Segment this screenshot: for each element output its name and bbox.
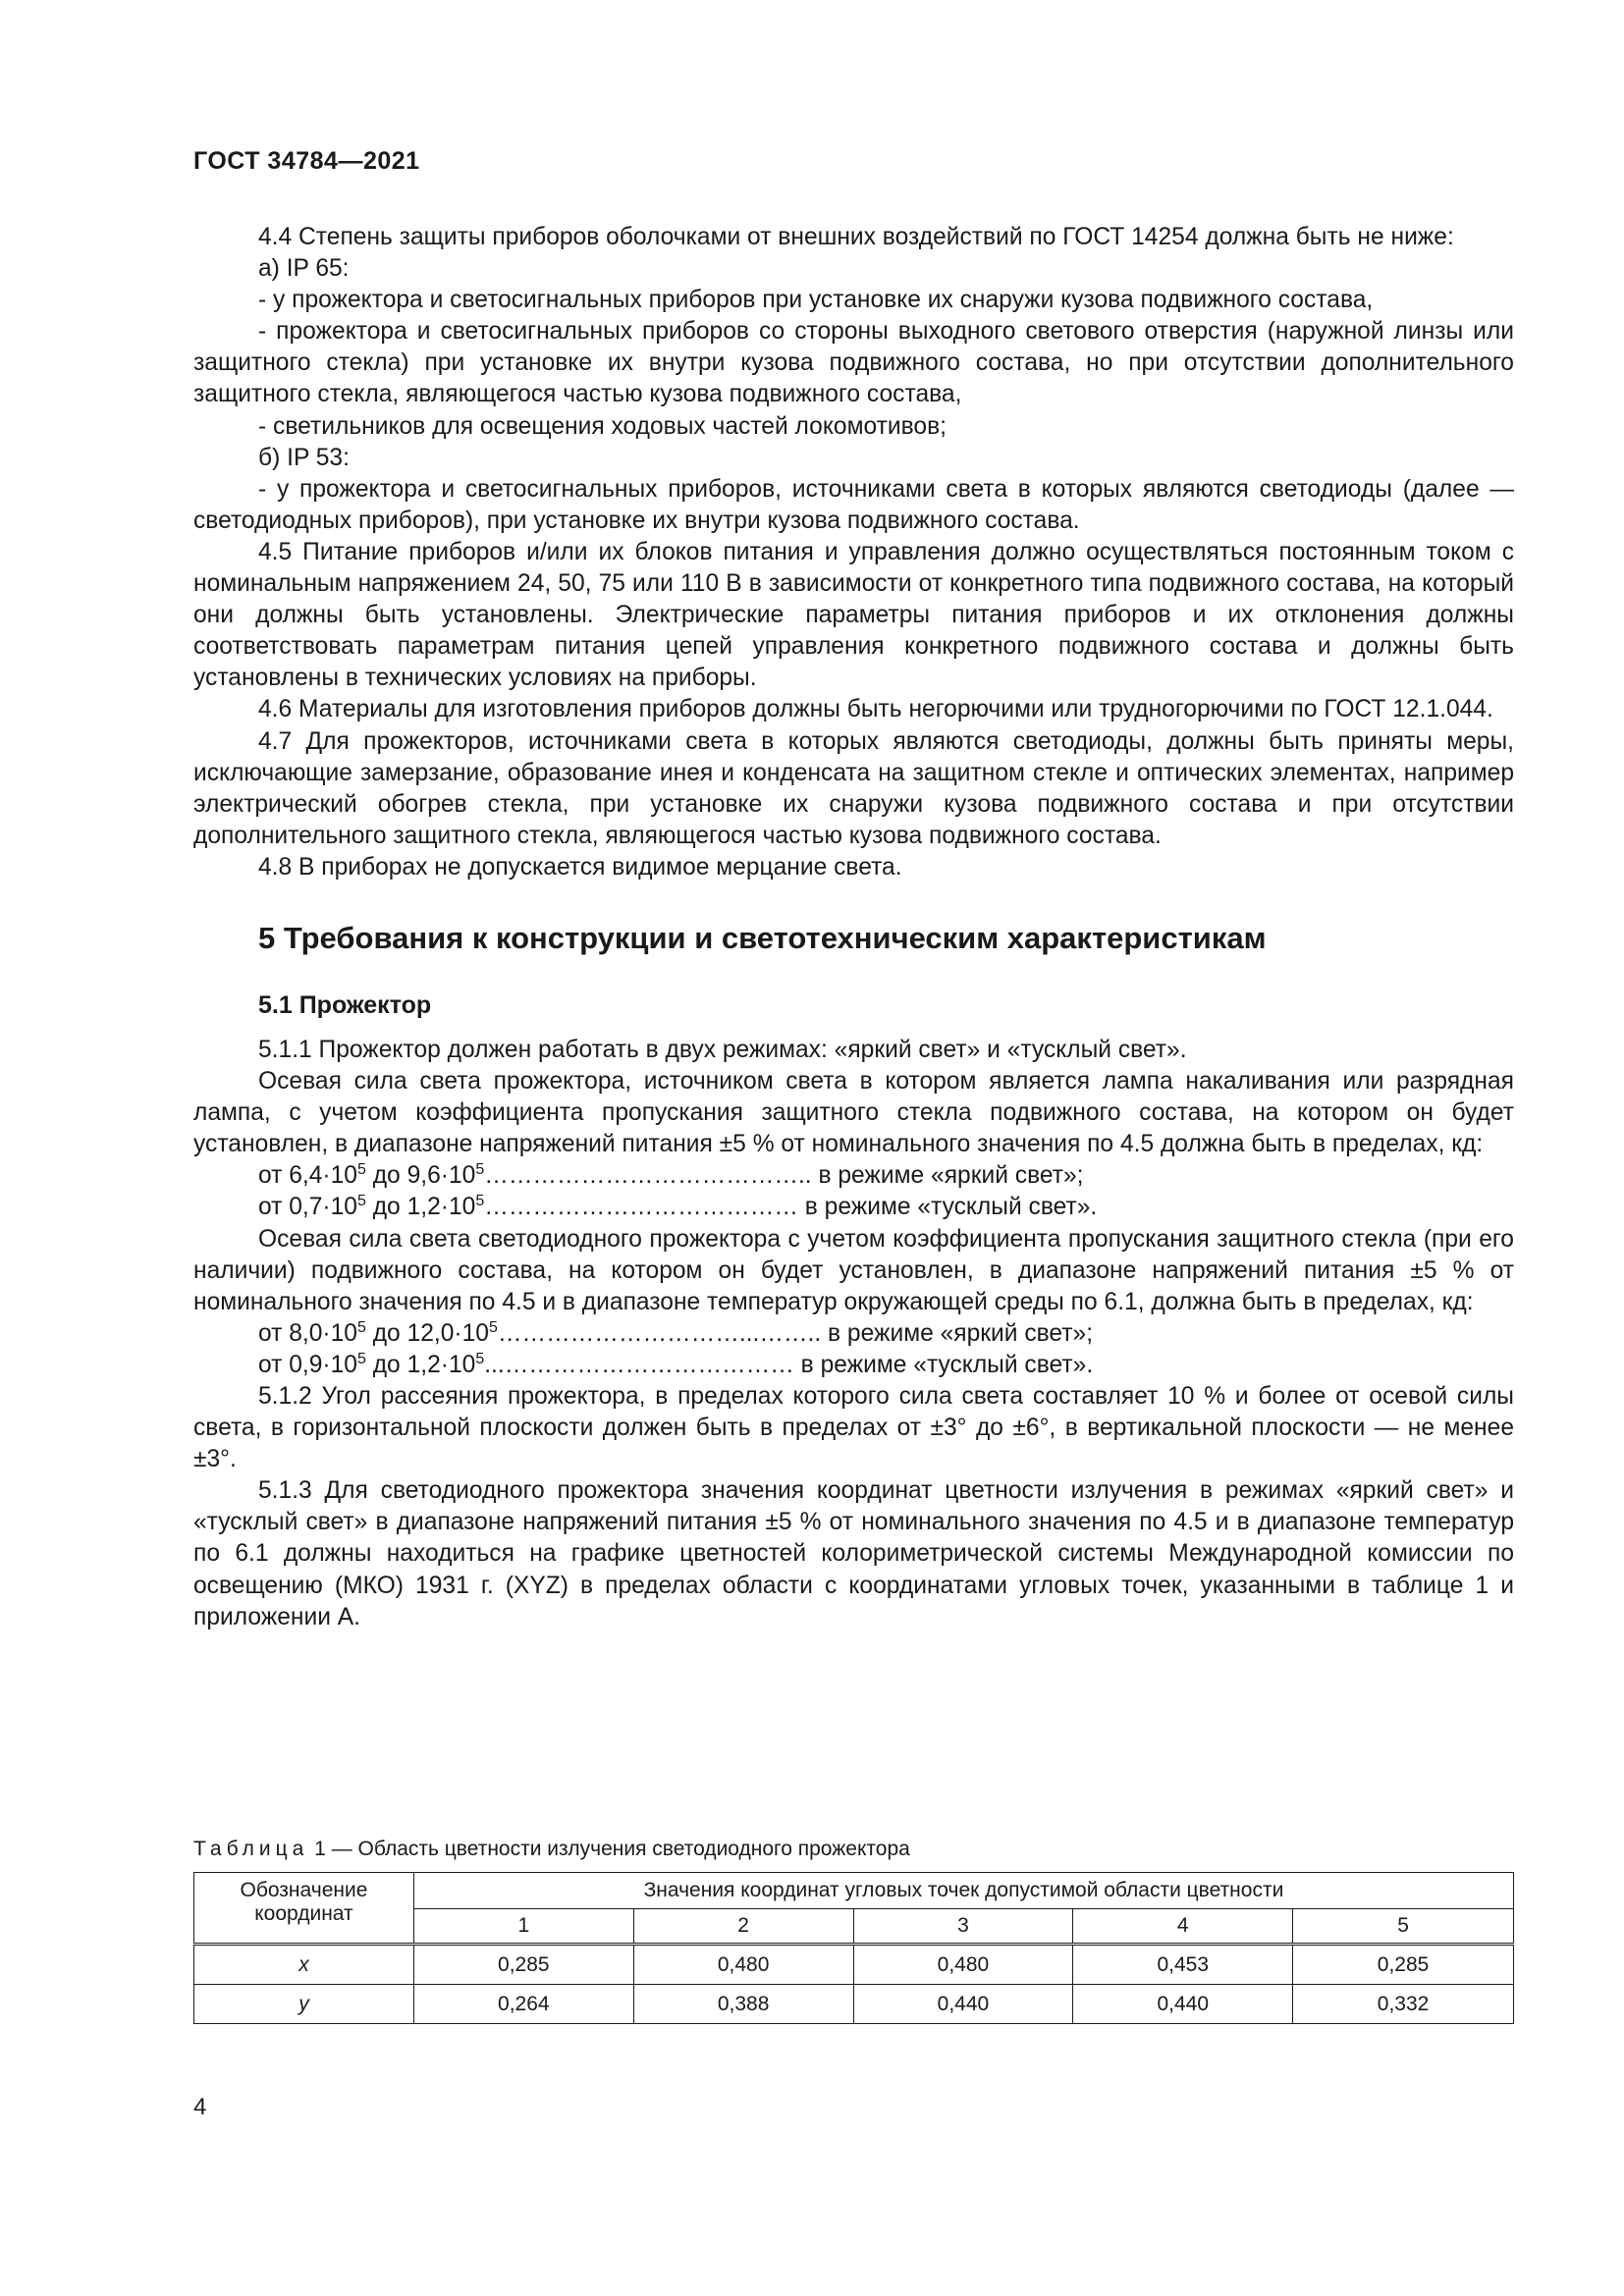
- value-exp2: 5: [475, 1161, 485, 1179]
- value-mode: в режиме «яркий свет»;: [811, 1162, 1084, 1190]
- paragraph: - прожектора и светосигнальных приборов со стороны выходного светового отверстия (наружной линзы или защитного стекла) при установке их внутри кузова подвижного состава, но при отсутствии дополнительного защитного стекла, являющегося частью кузова подвижного состава,: [193, 318, 1514, 408]
- page-number: 4: [193, 2094, 207, 2120]
- point-number-cell: 3: [853, 1909, 1073, 1945]
- paragraph: 4.7 Для прожекторов, источниками света в которых являются светодиоды, должны быть приняты меры, исключающие замерзание, образование инея и конденсата на защитном стекле и оптических элементах, например электрический обогрев стекла, при установке их снаружи кузова подвижного состава и при отсутствии дополнительного защитного стекла, являющегося частью кузова подвижного состава.: [193, 727, 1514, 849]
- document-body: [193, 222, 1514, 1633]
- led-value-lines: [193, 1318, 1514, 1381]
- value-exp2: 5: [475, 1350, 485, 1367]
- point-number-cell: 2: [633, 1909, 853, 1945]
- value-exp1: 5: [356, 1350, 366, 1367]
- table-cell: 0,480: [853, 1945, 1073, 1985]
- value-line: [193, 1192, 1514, 1223]
- lamp-value-lines: [193, 1160, 1514, 1223]
- paragraph: - светильников для освещения ходовых частей локомотивов;: [258, 412, 947, 440]
- table-cell: 0,388: [633, 1985, 853, 2024]
- value-exp2: 5: [475, 1193, 485, 1210]
- point-number-cell: 1: [413, 1909, 633, 1945]
- value-line: [193, 1318, 1514, 1350]
- value-dots: …………………………...……..: [497, 1319, 822, 1347]
- table-cell: 0,453: [1073, 1945, 1293, 1985]
- value-dots: …………………………………: [484, 1194, 798, 1221]
- table-cell: 0,440: [1073, 1985, 1293, 2024]
- value-b: до 12,0·10: [365, 1319, 489, 1347]
- table-row: [194, 1945, 1514, 1985]
- row-label-cell: x: [194, 1945, 414, 1985]
- subsection-title: 5.1 Прожектор: [258, 990, 432, 1019]
- paragraph-axial-led: Осевая сила света светодиодного прожектора с учетом коэффициента пропускания защитного стекла (при его наличии) подвижного состава, на котором он будет установлен, в диапазоне напряжений питания ±5 % от номинального значения по 4.5 и в диапазоне температур окружающей среды по 6.1, должна быть в пределах, кд:: [193, 1225, 1514, 1315]
- table-cell: 0,440: [853, 1985, 1073, 2024]
- paragraph: а) IP 65:: [258, 255, 350, 283]
- value-mode: в режиме «тусклый свет».: [797, 1194, 1098, 1221]
- value-line: [193, 1160, 1514, 1192]
- document-header: ГОСТ 34784—2021: [193, 147, 420, 175]
- paragraph-axial-lamp: Осевая сила света прожектора, источником света в котором является лампа накаливания или разрядная лампа, с учетом коэффициента пропускания защитного стекла подвижного состава, на котором он будет установлен, в диапазоне напряжений питания ±5 % от номинального значения по 4.5 должна быть в пределах, кд:: [193, 1068, 1514, 1158]
- section-title: 5 Требования к конструкции и светотехническим характеристикам: [258, 920, 1267, 955]
- table-cell: 0,480: [633, 1945, 853, 1985]
- table-caption: [193, 1838, 910, 1861]
- value-a: от 0,7·10: [258, 1194, 357, 1221]
- value-dots: ...………………………………: [484, 1351, 794, 1378]
- value-dots: …………………………………..: [484, 1162, 812, 1190]
- value-exp1: 5: [356, 1193, 366, 1210]
- row-label-cell: y: [194, 1985, 414, 2024]
- value-b: до 9,6·10: [365, 1162, 476, 1190]
- table-cell: 0,332: [1293, 1985, 1514, 2024]
- value-exp1: 5: [356, 1161, 366, 1179]
- table-caption-text: 1 — Область цветности излучения светодиодного прожектора: [308, 1838, 910, 1860]
- section-4-paragraphs: [193, 222, 1514, 883]
- table-header-group: Значения координат угловых точек допустимой области цветности: [413, 1873, 1513, 1909]
- value-mode: в режиме «тусклый свет».: [793, 1351, 1094, 1378]
- table-row: [194, 1985, 1514, 2024]
- table-cell: 0,264: [413, 1985, 633, 2024]
- table-cell: 0,285: [1293, 1945, 1514, 1985]
- point-number-cell: 5: [1293, 1909, 1514, 1945]
- paragraph: 4.8 В приборах не допускается видимое мерцание света.: [258, 853, 902, 881]
- paragraph: - у прожектора и светосигнальных приборов, источниками света в которых являются светодиоды (далее — светодиодных приборов), при установке их внутри кузова подвижного состава.: [193, 475, 1514, 534]
- value-a: от 0,9·10: [258, 1351, 357, 1378]
- table-caption-word: Таблица: [193, 1838, 309, 1860]
- value-a: от 6,4·10: [258, 1162, 357, 1190]
- table-cell: 0,285: [413, 1945, 633, 1985]
- value-b: до 1,2·10: [365, 1194, 476, 1221]
- value-a: от 8,0·10: [258, 1319, 357, 1347]
- chromaticity-table: [193, 1872, 1514, 2024]
- paragraph: 4.4 Степень защиты приборов оболочками от внешних воздействий по ГОСТ 14254 должна быть не ниже:: [258, 224, 1454, 250]
- value-mode: в режиме «яркий свет»;: [821, 1319, 1094, 1347]
- paragraph-5-1-1: 5.1.1 Прожектор должен работать в двух режимах: «яркий свет» и «тусклый свет».: [258, 1036, 1187, 1063]
- table-header-designation: Обозначение координат: [194, 1873, 414, 1945]
- paragraph-5-1-2: 5.1.2 Угол рассеяния прожектора, в пределах которого сила света составляет 10 % и более от осевой силы света, в горизонтальной плоскости должен быть в пределах от ±3° до ±6°, в вертикальной плоскости — не менее ±3°.: [193, 1383, 1514, 1473]
- value-exp2: 5: [488, 1318, 498, 1336]
- point-number-cell: 4: [1073, 1909, 1293, 1945]
- paragraph-5-1-3: 5.1.3 Для светодиодного прожектора значения координат цветности излучения в режимах «яркий свет» и «тусклый свет» в диапазоне напряжений питания ±5 % от номинального значения по 4.5 и в диапазоне температур по 6.1 должны находиться на графике цветностей колориметрической системы Международной комиссии по освещению (МКО) 1931 г. (XYZ) в пределах области с координатами угловых точек, указанными в таблице 1 и приложении А.: [193, 1477, 1514, 1630]
- paragraph: 4.5 Питание приборов и/или их блоков питания и управления должно осуществляться постоянным током с номинальным напряжением 24, 50, 75 или 110 В в зависимости от конкретного типа подвижного состава, на который они должны быть установлены. Электрические параметры питания приборов и их отклонения должны соответствовать параметрам питания цепей управления конкретного подвижного состава и должны быть установлены в технических условиях на приборы.: [193, 538, 1514, 692]
- value-exp1: 5: [356, 1318, 366, 1336]
- value-line: [193, 1350, 1514, 1381]
- paragraph: 4.6 Материалы для изготовления приборов должны быть негорючими или трудногорючими по ГОСТ 12.1.044.: [258, 696, 1493, 723]
- paragraph: - у прожектора и светосигнальных приборов при установке их снаружи кузова подвижного состава,: [258, 287, 1374, 314]
- paragraph: б) IP 53:: [258, 444, 350, 471]
- value-b: до 1,2·10: [365, 1351, 476, 1378]
